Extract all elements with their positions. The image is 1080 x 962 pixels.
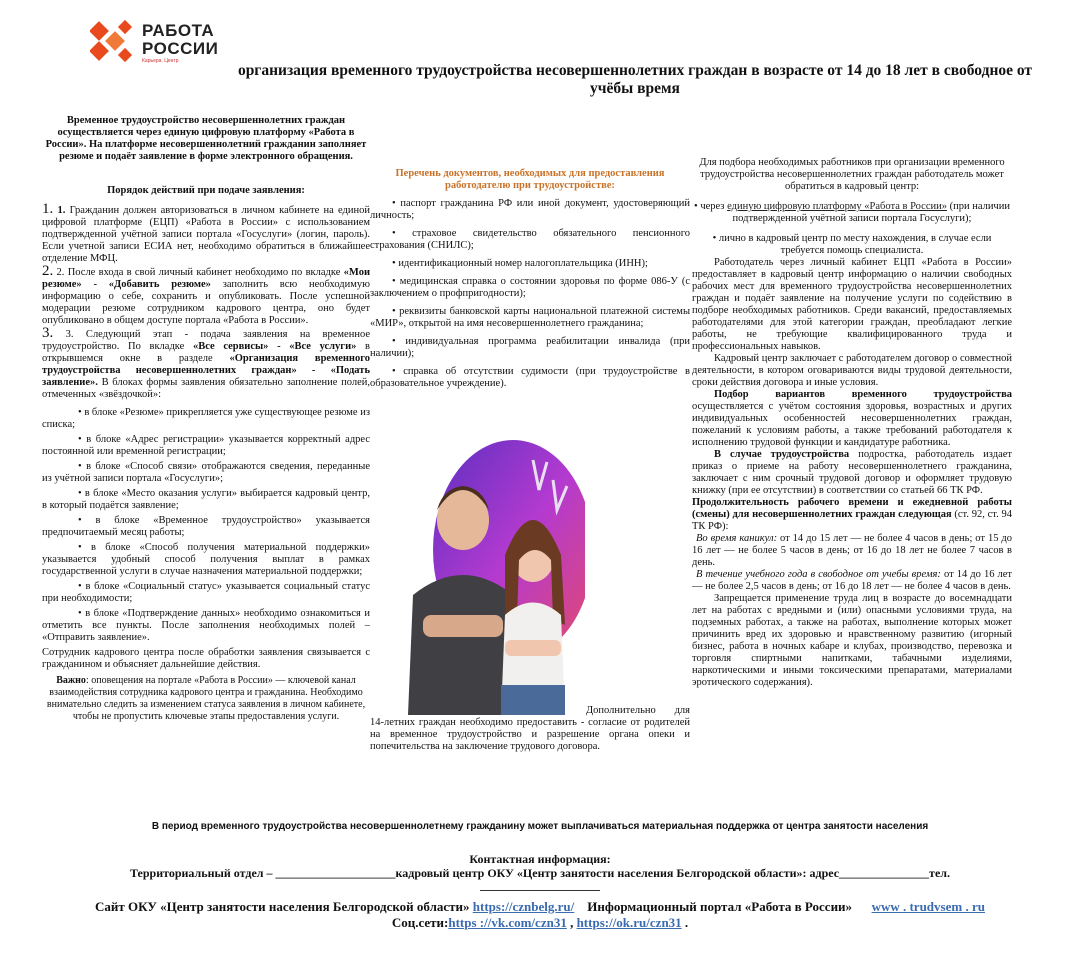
contact-info xyxy=(0,852,1080,894)
step-1-sub: 1. xyxy=(57,205,66,216)
list-item: • через единую цифровую платформу «Работа в России» (при наличии подтвержденной учётной записи портала Госуслуги); xyxy=(694,201,1010,224)
p3-bold: Подбор вариантов временного трудоустройства xyxy=(714,389,1012,400)
step-3-number: 3. xyxy=(42,325,54,341)
bullet-text: в блоке «Способ получения материальной поддержки» указывается удобный способ получения выплат в рамках государственной услуги в случае назначения материальной поддержки; xyxy=(42,542,370,577)
p6-text: от 14 до 15 лет — не более 4 часов в день; от 15 до 16 лет — не более 5 часов в день; от 16 до 18 лет не более 7 часов в день. xyxy=(692,533,1012,568)
links-block xyxy=(0,899,1080,931)
p5-bold: Продолжительность рабочего времени и ежедневной работы (смены) для несовершеннолетних граждан следующая xyxy=(692,497,1012,520)
logo-line1: РАБОТА xyxy=(142,21,215,40)
bullet-text: индивидуальная программа реабилитации инвалида (при наличии); xyxy=(370,336,690,359)
b2-text: лично в кадровый центр по месту нахождения, в случае если требуется помощь специалиста. xyxy=(718,233,992,256)
step-1 xyxy=(42,203,370,265)
bullet-text: страховое свидетельство обязательного пенсионного страхования (СНИЛС); xyxy=(370,228,690,251)
site-link[interactable]: https://cznbelg.ru/ xyxy=(472,899,575,914)
bullet-text: в блоке «Социальный статус» указывается социальный статус при необходимости; xyxy=(42,581,370,604)
step-1-text: Гражданин должен авторизоваться в личном кабинете на единой цифровой платформе (ЕЦП) «Работа в России» с использованием подтвержденной учётной записи портала «Госуслуги» (логин, пароль). Если учетной записи ЕСИА нет, необходимо обратиться в ближайшее отделение МФЦ. xyxy=(42,205,370,264)
step-3-text-a: 3. Следующий этап - подача заявления на временное трудоустройство. По вкладке xyxy=(42,329,370,352)
after-text: Сотрудник кадрового центра после обработки заявления связывается с гражданином и объясняет дальнейшие действия. xyxy=(42,647,370,670)
form-blocks-list xyxy=(42,407,370,644)
support-note: В период временного трудоустройства несовершеннолетнему гражданину может выплачиваться материальная поддержка от центра занятости населения xyxy=(151,821,929,832)
important-label: Важно xyxy=(56,675,86,686)
step-3 xyxy=(42,327,370,401)
divider xyxy=(0,880,1080,894)
portal-label: Информационный портал «Работа в России» xyxy=(587,899,853,914)
teenagers-photo xyxy=(393,440,585,715)
list-item: • реквизиты банковской карты национальной платежной системы «МИР», открытой на имя несовершеннолетнего гражданина; xyxy=(370,306,690,329)
bullet-text: в блоке «Адрес регистрации» указывается корректный адрес постоянной или временной регистрации; xyxy=(42,434,370,457)
social-label: Соц.сети: xyxy=(391,915,449,930)
paragraph xyxy=(692,533,1012,569)
logo-tagline: Карьера. Центр xyxy=(142,58,179,64)
list-item: • в блоке «Способ связи» отображаются сведения, переданные из учётной записи портала «Госуслуги»; xyxy=(42,461,370,484)
ok-link[interactable]: https://ok.ru/czn31 xyxy=(576,915,682,930)
bullet-text: в блоке «Временное трудоустройство» указывается предпочитаемый месяц работы; xyxy=(42,515,370,538)
site-label: Сайт ОКУ «Центр занятости населения Белгородской области» xyxy=(95,899,470,914)
step-2-number: 2. xyxy=(42,263,54,279)
p4-bold: В случае трудоустройства xyxy=(714,449,850,460)
list-item: • в блоке «Социальный статус» указывается социальный статус при необходимости; xyxy=(42,581,370,604)
paragraph: Работодатель через личный кабинет ЕЦП «Работа в России» предоставляет в кадровый центр информацию о наличии свободных рабочих мест для временного трудоустройства несовершеннолетних граждан и подаёт заявление на получение услуги по содействию в подборе необходимых работников. Среди вакансий, предоставляемых работодателями для этой категории граждан, преобладают легкие работы, не требующие квалифицированного труда и профессиональных навыков. xyxy=(692,257,1012,352)
step-2-text-a: 2. После входа в свой личный кабинет необходимо по вкладке xyxy=(56,267,341,278)
p6-italic: Во время каникул: xyxy=(696,533,778,544)
list-item: • в блоке «Временное трудоустройство» указывается предпочитаемый месяц работы; xyxy=(42,515,370,538)
paragraph: Запрещается применение труда лиц в возрасте до восемнадцати лет на работах с вредными и (или) опасными условиями труда, на подземных работах, а также на работах, выполнение которых может причинить вред их здоровью и нравственному развитию (игорный бизнес, работа в ночных кабаре и клубах, производство, перевозка и торговля спиртными напитками, табачными изделиями, наркотическими и иными токсическими препаратами, материалами эротического содержания). xyxy=(692,593,1012,688)
step-3-text-c: в открывшемся окне в разделе xyxy=(42,341,371,364)
bullet-text: в блоке «Способ связи» отображаются сведения, переданные из учётной записи портала «Госуслуги»; xyxy=(42,461,370,484)
vk-link[interactable]: https ://vk.com/czn31 xyxy=(448,915,567,930)
platform-link[interactable]: единую цифровую платформу «Работа в России» xyxy=(727,201,947,212)
employer-intro: Для подбора необходимых работников при организации временного трудоустройства несовершеннолетних граждан работодатель может обратиться в кадровый центр: xyxy=(699,157,1005,192)
bullet-text: идентификационный номер налогоплательщика (ИНН); xyxy=(398,258,648,269)
extra-text: Дополнительно для 14-летних граждан необходимо предоставить - согласие от родителей на временное трудоустройство и разрешение органа опеки и попечительства на заключение трудового договора. xyxy=(370,705,690,752)
list-item: • лично в кадровый центр по месту нахождения, в случае если требуется помощь специалиста. xyxy=(712,233,992,256)
paragraph: Кадровый центр заключает с работодателем договор о совместной деятельности, в котором оговариваются виды трудовой деятельности, сроки действия договора и иные условия. xyxy=(692,353,1012,388)
list-item: • в блоке «Резюме» прикрепляется уже существующее резюме из списка; xyxy=(42,407,370,430)
page-title: организация временного трудоустройства несовершеннолетних граждан в возрасте от 14 до 18 лет в свободное от учёбы время xyxy=(237,62,1033,97)
step-2-text-b: «Мои резюме» - «Добавить резюме» xyxy=(42,267,370,290)
list-item: • в блоке «Адрес регистрации» указывается корректный адрес постоянной или временной регистрации; xyxy=(42,434,370,457)
step-3-text-d: «Организация временного трудоустройства несовершеннолетних граждан» - «Подать заявление». xyxy=(42,353,370,388)
social-row: Соц.сети:https ://vk.com/czn31 , https://ok.ru/czn31 . xyxy=(391,915,689,930)
list-item: • в блоке «Подтверждение данных» необходимо ознакомиться и отметить все пункты. После заполнения необходимых полей – «Отправить заявление». xyxy=(42,608,370,643)
list-item: • паспорт гражданина РФ или иной документ, удостоверяющий личность; xyxy=(370,198,690,221)
paragraph xyxy=(692,389,1012,449)
contact-heading: Контактная информация: xyxy=(469,852,611,866)
bullet-text: паспорт гражданина РФ или иной документ, удостоверяющий личность; xyxy=(370,198,690,221)
list-item: • в блоке «Способ получения материальной поддержки» указывается удобный способ получения выплат в рамках государственной услуги в случае назначения материальной поддержки; xyxy=(42,542,370,577)
intro-text: Временное трудоустройство несовершеннолетних граждан осуществляется через единую цифровую платформу «Работа в России». На платформе несовершеннолетний гражданин заполняет резюме и подаёт заявление в форме электронного обращения. xyxy=(45,115,367,162)
bullet-text: в блоке «Резюме» прикрепляется уже существующее резюме из списка; xyxy=(42,407,370,430)
paragraph xyxy=(692,449,1012,497)
bullet-text: в блоке «Место оказания услуги» выбирается кадровый центр, в который подаётся заявление; xyxy=(42,488,370,511)
documents-heading: Перечень документов, необходимых для предоставления работодателю при трудоустройстве: xyxy=(395,168,665,191)
contact-line: Территориальный отдел – ____________________кадровый центр ОКУ «Центр занятости населения Белгородской области»: адрес_______________тел. xyxy=(129,866,951,880)
p4-text: подростка, работодатель издает приказ о приеме на работу несовершеннолетнего гражданина, заключает с ним срочный трудовой договор и оформляет трудовую книжку (при ее отсутствии) в соответствии со статьей 66 ТК РФ. xyxy=(692,449,1012,496)
links-row xyxy=(0,899,1080,915)
logo-line2: РОССИИ xyxy=(142,39,219,58)
paragraph xyxy=(692,569,1012,593)
list-item: • в блоке «Место оказания услуги» выбирается кадровый центр, в который подаётся заявление; xyxy=(42,488,370,511)
step-3-text-b: «Все сервисы» - «Все услуги» xyxy=(192,341,357,352)
step-1-number: 1. xyxy=(42,201,54,217)
list-item: • индивидуальная программа реабилитации инвалида (при наличии); xyxy=(370,336,690,359)
step-2 xyxy=(42,265,370,327)
procedure-heading: Порядок действий при подаче заявления: xyxy=(107,185,305,196)
list-item: • страховое свидетельство обязательного пенсионного страхования (СНИЛС); xyxy=(370,228,690,251)
p7-text: от 14 до 16 лет — не более 2,5 часов в день; от 16 до 18 лет — не более 4 часов в день. xyxy=(692,569,1012,592)
list-item: • справка об отсутствии судимости (при трудоустройстве в образовательное учреждение). xyxy=(370,366,690,389)
bullet-text: медицинская справка о состоянии здоровья по форме 086-У (с заключением о профпригодности); xyxy=(370,276,690,299)
bullet-text: справка об отсутствии судимости (при трудоустройстве в образовательное учреждение). xyxy=(370,366,690,389)
list-item: • медицинская справка о состоянии здоровья по форме 086-У (с заключением о профпригодности); xyxy=(370,276,690,299)
column-documents xyxy=(370,168,690,396)
p3-text: осуществляется с учётом состояния здоровья, возрастных и других индивидуальных особенностей несовершеннолетних граждан, пожеланий к условиям работы, а также требований работодателя к исполнению трудовой функции и кандидатуре работника. xyxy=(692,401,1012,448)
rabota-rossii-logo-icon xyxy=(90,18,136,64)
portal-link[interactable]: www . trudvsem . ru xyxy=(871,899,985,914)
important-text: : оповещения на портале «Работа в России» — ключевой канал взаимодействия сотрудника кадрового центра и гражданина. Необходимо внимательно следить за изменением статуса заявления в личном кабинете, чтобы не пропустить ключевые этапы предоставления услуги. xyxy=(46,675,366,722)
column-employer xyxy=(692,157,1012,689)
list-item: • идентификационный номер налогоплательщика (ИНН); xyxy=(392,258,648,269)
bullet-text: в блоке «Подтверждение данных» необходимо ознакомиться и отметить все пункты. После заполнения необходимых полей – «Отправить заявление». xyxy=(42,608,370,643)
important-note xyxy=(42,675,370,723)
step-2-text-c: заполнить всю необходимую информацию о себе, сохранить и опубликовать. После успешной модерации резюме сотрудником кадрового центра, оно будет опубликовано в общем доступе портала «Работа в России». xyxy=(42,279,370,326)
p7-italic: В течение учебного года в свободное от учебы время: xyxy=(696,569,941,580)
b1-text-b: (при наличии подтвержденной учётной записи портала Госуслуги); xyxy=(732,201,1010,224)
column-procedure xyxy=(42,115,370,723)
p5-text: (ст. 92, ст. 94 ТК РФ): xyxy=(692,509,1012,532)
bullet-text: реквизиты банковской карты национальной платежной системы «МИР», открытой на имя несовершеннолетнего гражданина; xyxy=(370,306,690,329)
logo-wordmark xyxy=(142,22,218,58)
paragraph xyxy=(692,497,1012,533)
b1-text-a: через xyxy=(700,201,725,212)
step-3-text-e: В блоках формы заявления обязательно заполнение полей, отмеченных «звёздочкой»: xyxy=(42,377,371,400)
